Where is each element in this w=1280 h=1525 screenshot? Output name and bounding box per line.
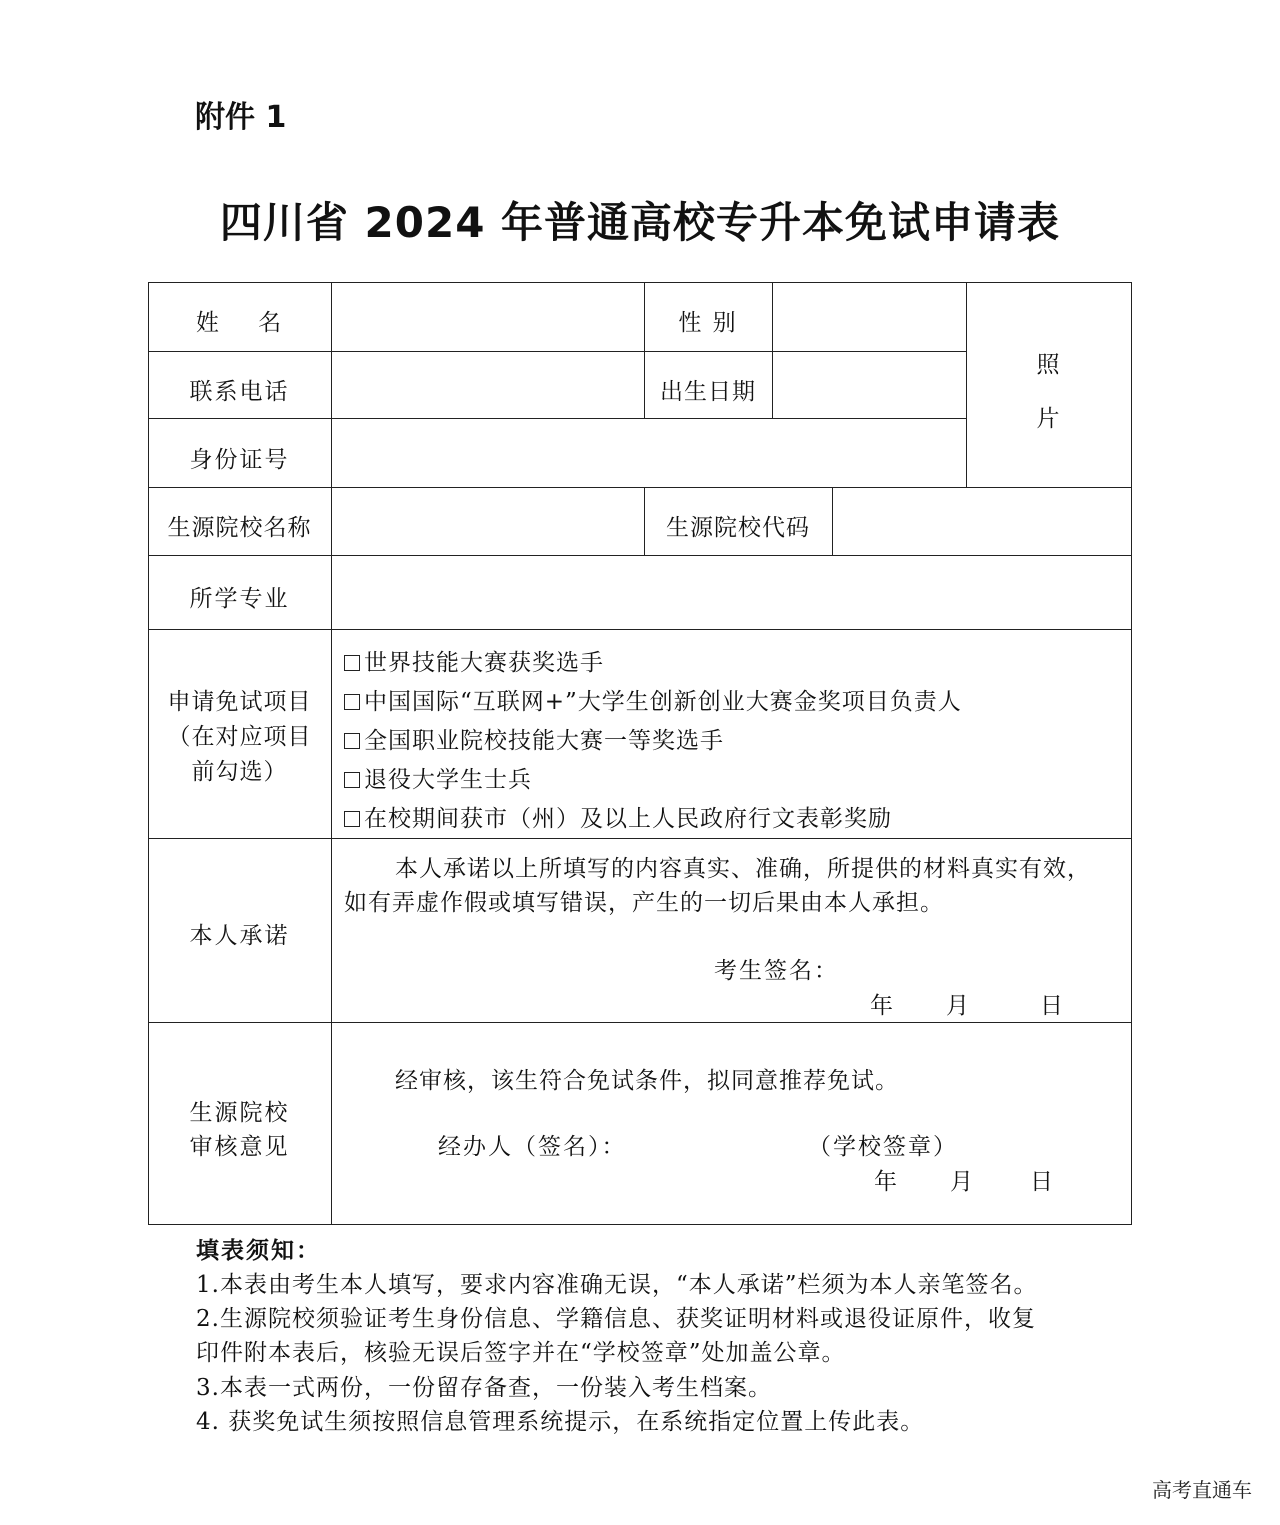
exemption-item-label: 前勾选） — [191, 759, 288, 785]
name-field[interactable] — [332, 283, 644, 351]
instruction-item: 2.生源院校须验证考生身份信息、学籍信息、获奖证明材料或退役证原件，收复 — [196, 1306, 1036, 1332]
review-label: 审核意见 — [189, 1134, 290, 1160]
school-name-label: 生源院校名称 — [167, 515, 312, 541]
option-government-award[interactable] — [344, 800, 892, 833]
checkbox[interactable] — [344, 733, 360, 749]
date-month: 月 — [946, 993, 971, 1019]
option-veteran[interactable] — [344, 761, 532, 794]
school-name-field[interactable] — [332, 488, 644, 555]
name-label: 姓 名 — [195, 310, 284, 336]
review-label: 生源院校 — [189, 1100, 290, 1126]
instruction-item: 印件附本表后，核验无误后签字并在“学校签章”处加盖公章。 — [196, 1340, 846, 1366]
school-code-field[interactable] — [833, 488, 1131, 555]
option-national-skills[interactable] — [344, 722, 724, 755]
birth-date-label: 出生日期 — [660, 379, 756, 405]
form-title: 四川省 2024 年普通高校专升本免试申请表 — [219, 198, 1061, 247]
id-number-label: 身份证号 — [189, 447, 290, 473]
option-label: 全国职业院校技能大赛一等奖选手 — [364, 728, 724, 754]
checkbox[interactable] — [344, 772, 360, 788]
photo-label: 片 — [1036, 406, 1062, 432]
instructions-heading: 填表须知： — [196, 1237, 321, 1264]
instruction-item: 1.本表由考生本人填写，要求内容准确无误，“本人承诺”栏须为本人亲笔签名。 — [196, 1272, 1038, 1298]
option-label: 在校期间获市（州）及以上人民政府行文表彰奖励 — [364, 806, 892, 832]
attachment-label: 附件 1 — [195, 100, 287, 135]
review-date-day: 日 — [1030, 1169, 1055, 1195]
birth-date-field[interactable] — [773, 352, 966, 418]
option-label: 中国国际“互联网+”大学生创新创业大赛金奖项目负责人 — [364, 689, 962, 715]
row-line — [148, 629, 1132, 630]
table-border-bottom — [148, 1224, 1132, 1225]
photo-area[interactable] — [967, 283, 1131, 487]
option-label: 退役大学生士兵 — [364, 767, 532, 793]
option-world-skills[interactable] — [344, 644, 604, 677]
instruction-item: 4. 获奖免试生须按照信息管理系统提示，在系统指定位置上传此表。 — [196, 1409, 925, 1435]
watermark: 高考直通车 — [1152, 1478, 1252, 1502]
checkbox[interactable] — [344, 655, 360, 671]
date-year: 年 — [870, 993, 895, 1019]
major-label: 所学专业 — [189, 586, 290, 612]
instruction-item: 3.本表一式两份，一份留存备查，一份装入考生档案。 — [196, 1375, 772, 1401]
handler-signature-label: 经办人（签名）： — [438, 1134, 627, 1160]
id-number-field[interactable] — [332, 419, 966, 487]
signature-label: 考生签名： — [714, 958, 839, 984]
pledge-text: 本人承诺以上所填写的内容真实、准确，所提供的材料真实有效， — [395, 856, 1091, 882]
option-label: 世界技能大赛获奖选手 — [364, 650, 604, 676]
school-seal-label: （学校签章） — [808, 1134, 958, 1160]
row-line — [148, 1022, 1132, 1023]
row-line — [148, 838, 1132, 839]
signature-field[interactable] — [830, 946, 1120, 980]
checkbox[interactable] — [344, 811, 360, 827]
phone-label: 联系电话 — [189, 379, 290, 405]
review-text: 经审核，该生符合免试条件，拟同意推荐免试。 — [395, 1068, 899, 1094]
pledge-text: 如有弄虚作假或填写错误，产生的一切后果由本人承担。 — [344, 890, 944, 916]
checkbox[interactable] — [344, 694, 360, 710]
exemption-item-label: （在对应项目 — [167, 724, 312, 750]
pledge-label: 本人承诺 — [189, 923, 290, 949]
option-internet-plus[interactable] — [344, 683, 962, 716]
photo-label: 照 — [1036, 352, 1062, 378]
review-date-month: 月 — [950, 1169, 975, 1195]
exemption-item-label: 申请免试项目 — [167, 689, 312, 715]
school-code-label: 生源院校代码 — [666, 515, 810, 541]
phone-field[interactable] — [332, 352, 644, 418]
major-field[interactable] — [332, 556, 1131, 629]
date-day: 日 — [1040, 993, 1065, 1019]
review-date-year: 年 — [874, 1169, 899, 1195]
gender-label: 性 别 — [678, 310, 738, 336]
gender-field[interactable] — [773, 283, 966, 351]
